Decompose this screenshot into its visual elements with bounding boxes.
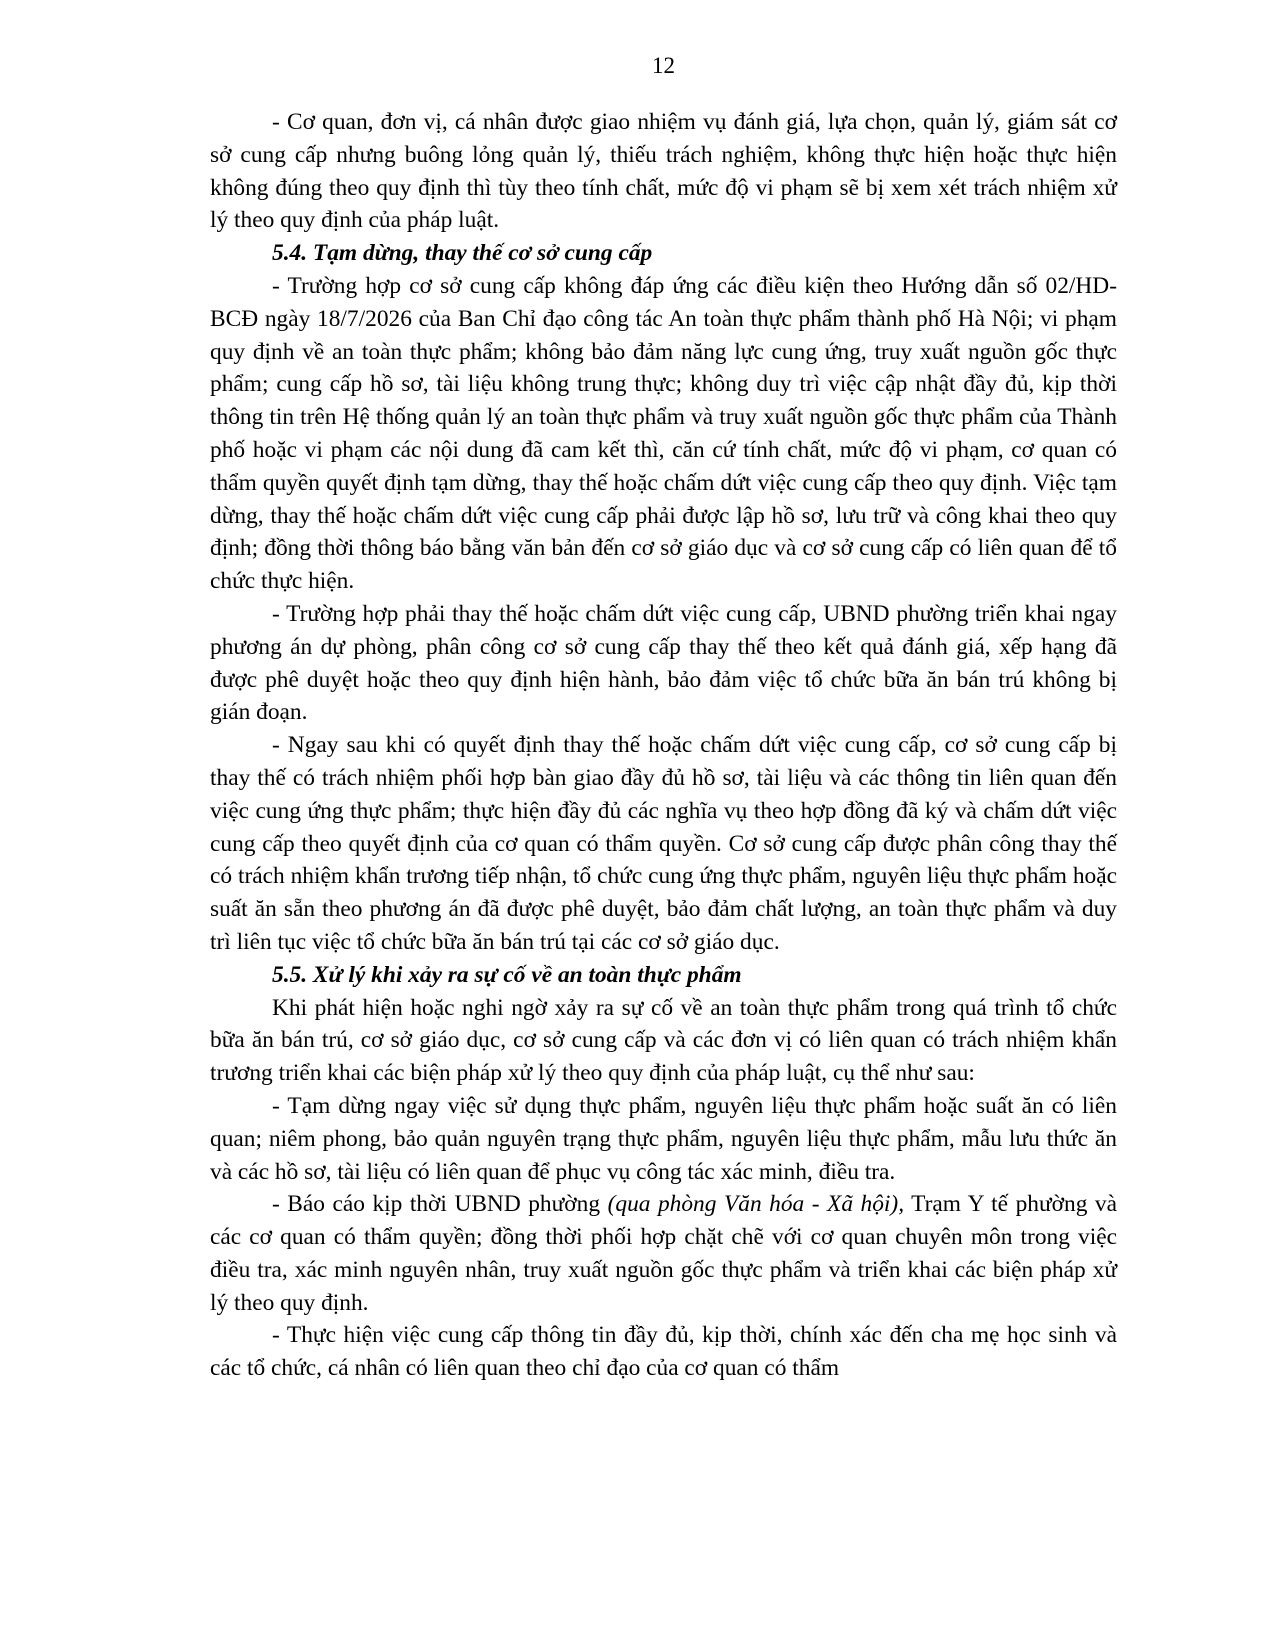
section-heading-5-4: 5.4. Tạm dừng, thay thế cơ sở cung cấp (272, 240, 653, 267)
paragraph-replacement-plan: - Trường hợp phải thay thế hoặc chấm dứt việc cung cấp, UBND phường triển khai ngay phương án dự phòng, phân công cơ sở cung cấp thay thế theo kết quả đánh giá, xếp hạng đã được phê duyệt hoặc theo quy định hiện hành, bảo đảm việc tổ chức bữa ăn bán trú không bị gián đoạn. (210, 600, 1117, 726)
paragraph-handover: - Ngay sau khi có quyết định thay thế hoặc chấm dứt việc cung cấp, cơ sở cung cấp bị thay thế có trách nhiệm phối hợp bàn giao đầy đủ hồ sơ, tài liệu và các thông tin liên quan đến việc cung ứng thực phẩm; thực hiện đầy đủ các nghĩa vụ theo hợp đồng đã ký và chấm dứt việc cung cấp theo quyết định của cơ quan có thẩm quyền. Cơ sở cung cấp được phân công thay thế có trách nhiệm khẩn trương tiếp nhận, tổ chức cung ứng thực phẩm, nguyên liệu thực phẩm hoặc suất ăn sẵn theo phương án đã được phê duyệt, bảo đảm chất lượng, an toàn thực phẩm và duy trì liên tục việc tổ chức bữa ăn bán trú tại các cơ sở giáo dục. (210, 732, 1117, 955)
paragraph-suspension-conditions: - Trường hợp cơ sở cung cấp không đáp ứng các điều kiện theo Hướng dẫn số 02/HD-BCĐ ngày 18/7/2026 của Ban Chỉ đạo công tác An toàn thực phẩm thành phố Hà Nội; vi phạm quy định về an toàn thực phẩm; không bảo đảm năng lực cung ứng, truy xuất nguồn gốc thực phẩm; cung cấp hồ sơ, tài liệu không trung thực; không duy trì việc cập nhật đầy đủ, kịp thời thông tin trên Hệ thống quản lý an toàn thực phẩm và truy xuất nguồn gốc thực phẩm của Thành phố hoặc vi phạm các nội dung đã cam kết thì, căn cứ tính chất, mức độ vi phạm, cơ quan có thẩm quyền quyết định tạm dừng, thay thế hoặc chấm dứt việc cung cấp theo quy định. Việc tạm dừng, thay thế hoặc chấm dứt việc cung cấp phải được lập hồ sơ, lưu trữ và công khai theo quy định; đồng thời thông báo bằng văn bản đến cơ sở giáo dục và cơ sở cung cấp có liên quan để tổ chức thực hiện. (210, 272, 1117, 595)
document-page (210, 50, 1117, 1385)
report-text-end: Trạm Y tế phường và các cơ quan có thẩm quyền; đồng thời phối hợp chặt chẽ với cơ quan chuyên môn trong việc điều tra, xác minh nguyên nhân, truy xuất nguồn gốc thực phẩm và triển khai các biện pháp xử lý theo quy định. (210, 1191, 1117, 1316)
paragraph-inform-parents: - Thực hiện việc cung cấp thông tin đầy đủ, kịp thời, chính xác đến cha mẹ học sinh và các tổ chức, cá nhân có liên quan theo chỉ đạo của cơ quan có thẩm (210, 1322, 1117, 1382)
section-heading-5-5: 5.5. Xử lý khi xảy ra sự cố về an toàn thực phẩm (272, 961, 742, 988)
report-text-start: - Báo cáo kịp thời UBND phường (272, 1191, 608, 1218)
page-number: 12 (652, 53, 675, 78)
report-text-italic: (qua phòng Văn hóa - Xã hội), (607, 1191, 905, 1218)
paragraph-suspend-food-use: - Tạm dừng ngay việc sử dụng thực phẩm, nguyên liệu thực phẩm hoặc suất ăn có liên quan; niêm phong, bảo quản nguyên trạng thực phẩm, nguyên liệu thực phẩm, mẫu lưu thức ăn và các hồ sơ, tài liệu có liên quan để phục vụ công tác xác minh, điều tra. (210, 1092, 1117, 1185)
paragraph-responsibility: - Cơ quan, đơn vị, cá nhân được giao nhiệm vụ đánh giá, lựa chọn, quản lý, giám sát cơ sở cung cấp nhưng buông lỏng quản lý, thiếu trách nghiệm, không thực hiện hoặc thực hiện không đúng theo quy định thì tùy theo tính chất, mức độ vi phạm sẽ bị xem xét trách nhiệm xử lý theo quy định của pháp luật. (210, 109, 1117, 234)
paragraph-incident-intro: Khi phát hiện hoặc nghi ngờ xảy ra sự cố về an toàn thực phẩm trong quá trình tổ chức bữa ăn bán trú, cơ sở giáo dục, cơ sở cung cấp và các đơn vị có liên quan có trách nhiệm khẩn trương triển khai các biện pháp xử lý theo quy định của pháp luật, cụ thể như sau: (210, 994, 1117, 1087)
paragraph-report-authorities (210, 1188, 1117, 1319)
